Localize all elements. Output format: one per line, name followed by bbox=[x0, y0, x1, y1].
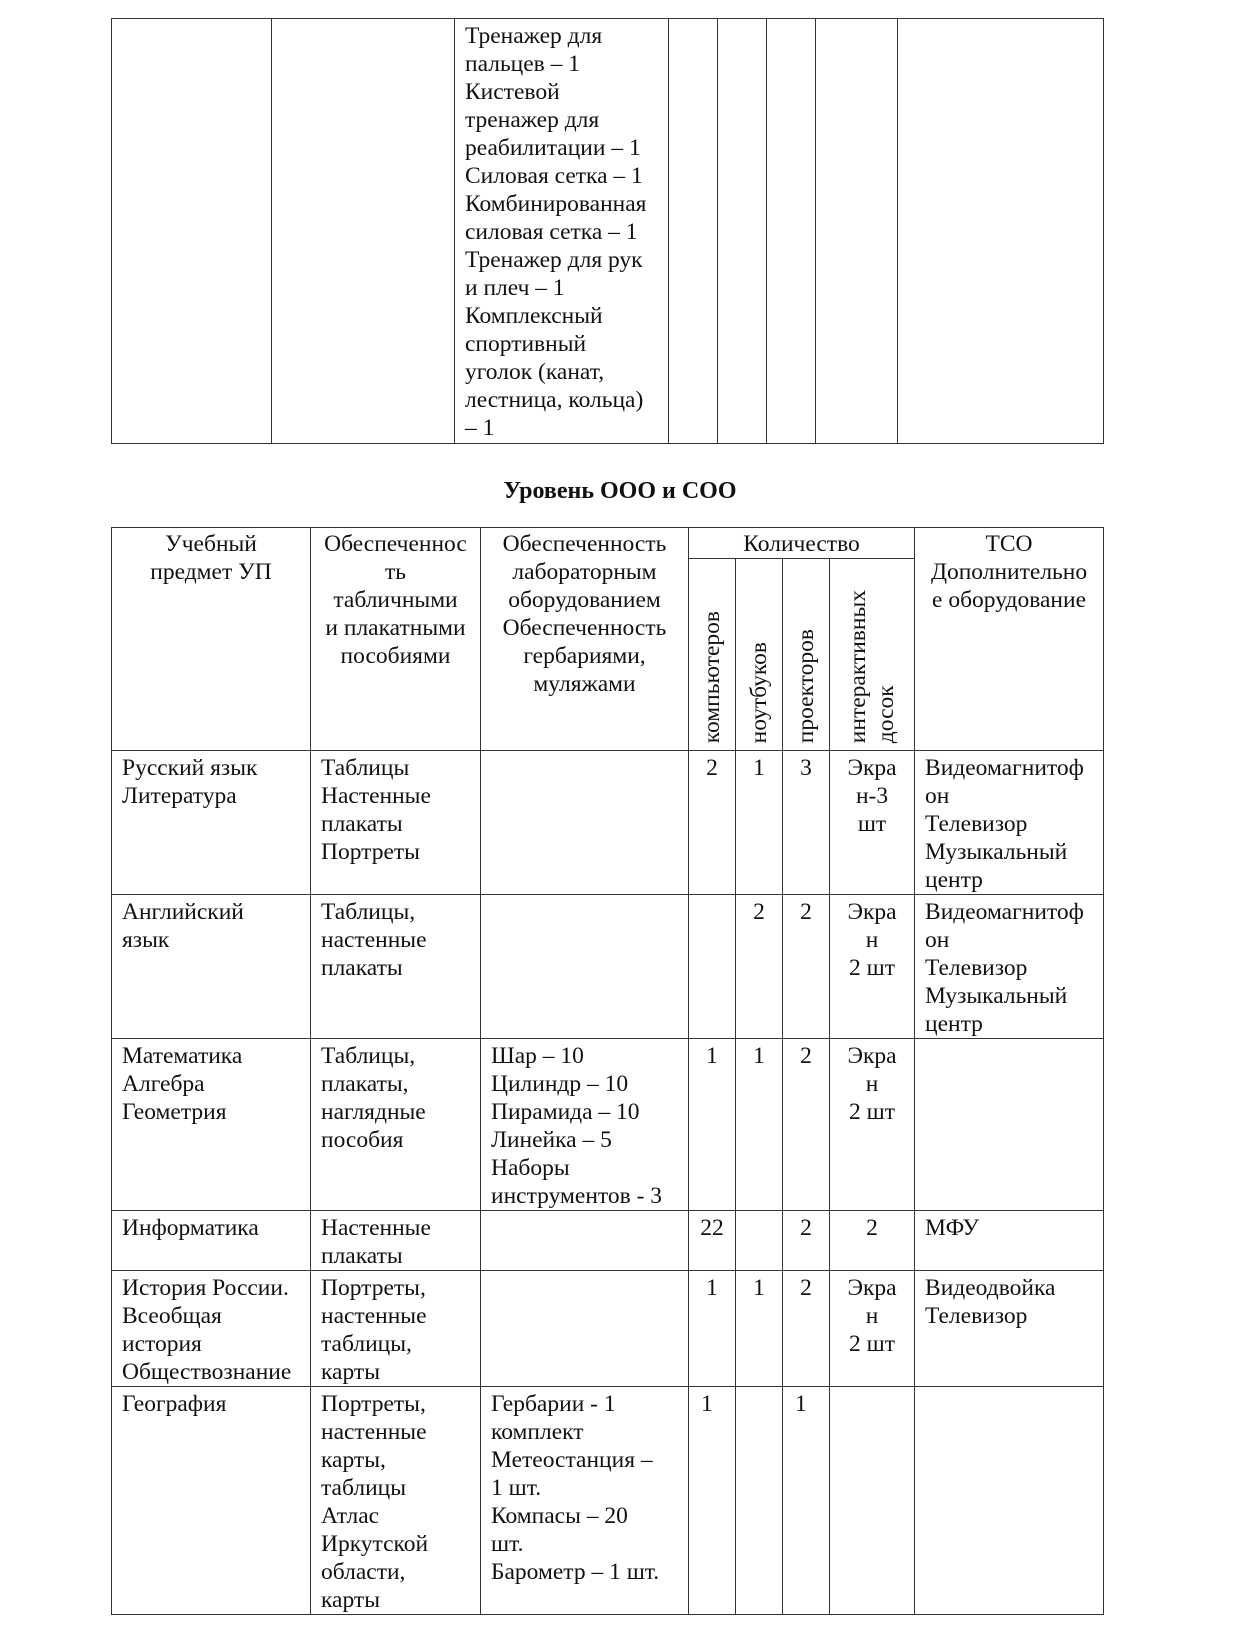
empty-cell bbox=[767, 19, 816, 444]
tso-cell: МФУ bbox=[925, 1215, 980, 1241]
boards-cell: Экра н-3 шт bbox=[847, 755, 897, 837]
section-title: Уровень ООО и СОО bbox=[503, 478, 737, 504]
computers-cell: 2 bbox=[706, 755, 718, 781]
laptops-cell: 1 bbox=[753, 1043, 765, 1069]
boards-cell: Экра н 2 шт bbox=[847, 1043, 897, 1125]
laptops-cell: 1 bbox=[753, 1275, 765, 1301]
header-tso: ТСО Дополнительно е оборудование bbox=[915, 528, 1104, 751]
continuation-table bbox=[111, 18, 1104, 444]
table-row bbox=[112, 895, 1104, 1039]
laptops-cell bbox=[736, 1211, 782, 1214]
subject-cell: Русский язык Литература bbox=[122, 755, 258, 809]
posters-cell: Таблицы Настенные плакаты Портреты bbox=[321, 755, 431, 865]
projectors-cell: 2 bbox=[800, 1043, 812, 1069]
equipment-cell bbox=[455, 19, 669, 444]
boards-cell: Экра н 2 шт bbox=[847, 1275, 897, 1357]
computers-cell: 1 bbox=[701, 1391, 713, 1417]
subject-cell: История России. Всеобщая история Обществознание bbox=[122, 1275, 292, 1385]
posters-cell: Таблицы, настенные плакаты bbox=[321, 899, 427, 981]
posters-cell: Портреты, настенные таблицы, карты bbox=[321, 1275, 427, 1385]
posters-cell: Портреты, настенные карты, таблицы Атлас Иркутской области, карты bbox=[321, 1391, 429, 1613]
empty-cell bbox=[898, 19, 1104, 444]
header-boards: интерактивных досок bbox=[830, 559, 915, 751]
table-row bbox=[112, 751, 1104, 895]
tso-cell: Видеомагнитоф он Телевизор Музыкальный центр bbox=[925, 755, 1084, 893]
laptops-cell bbox=[736, 1387, 782, 1390]
projectors-cell: 2 bbox=[800, 899, 812, 925]
computers-cell: 22 bbox=[700, 1215, 724, 1241]
table-row bbox=[112, 1271, 1104, 1387]
projectors-cell: 2 bbox=[800, 1275, 812, 1301]
subject-cell: Информатика bbox=[122, 1215, 259, 1241]
subject-cell: География bbox=[122, 1391, 227, 1417]
header-posters: Обеспеченнос ть табличными и плакатными пособиями bbox=[311, 528, 481, 751]
lab-cell bbox=[481, 1211, 688, 1214]
tso-cell: Видеомагнитоф он Телевизор Музыкальный центр bbox=[925, 899, 1084, 1037]
lab-cell bbox=[481, 751, 688, 754]
projectors-cell: 2 bbox=[800, 1215, 812, 1241]
computers-cell bbox=[689, 895, 735, 898]
equipment-table bbox=[111, 527, 1104, 1615]
posters-cell: Таблицы, плакаты, наглядные пособия bbox=[321, 1043, 426, 1153]
laptops-cell: 2 bbox=[753, 899, 765, 925]
boards-cell: Экра н 2 шт bbox=[847, 899, 897, 981]
computers-cell: 1 bbox=[706, 1275, 718, 1301]
boards-cell: 2 bbox=[866, 1215, 878, 1241]
laptops-cell: 1 bbox=[753, 755, 765, 781]
boards-cell bbox=[830, 1387, 914, 1390]
header-quantity: Количество bbox=[689, 528, 915, 559]
header-projectors: проекторов bbox=[783, 559, 830, 751]
empty-cell bbox=[272, 19, 455, 444]
header-lab: Обеспеченность лабораторным оборудованием Обеспеченность гербариями, муляжами bbox=[481, 528, 689, 751]
tso-cell bbox=[915, 1039, 1103, 1042]
tso-cell: Видеодвойка Телевизор bbox=[925, 1275, 1056, 1329]
continuation-row bbox=[112, 19, 1104, 444]
empty-cell bbox=[112, 19, 272, 444]
posters-cell: Настенные плакаты bbox=[321, 1215, 431, 1269]
subject-cell: Английский язык bbox=[122, 899, 244, 953]
projectors-cell: 1 bbox=[795, 1391, 807, 1417]
header-laptops: ноутбуков bbox=[736, 559, 783, 751]
header-computers: компьютеров bbox=[689, 559, 736, 751]
header-row bbox=[112, 528, 1104, 559]
empty-cell bbox=[718, 19, 767, 444]
table-row bbox=[112, 1211, 1104, 1271]
lab-cell: Гербарии - 1 комплект Метеостанция – 1 шт. Компасы – 20 шт. Барометр – 1 шт. bbox=[491, 1391, 660, 1585]
table-row bbox=[112, 1387, 1104, 1615]
table-row bbox=[112, 1039, 1104, 1211]
lab-cell bbox=[481, 895, 688, 898]
subject-cell: Математика Алгебра Геометрия bbox=[122, 1043, 243, 1125]
lab-cell bbox=[481, 1271, 688, 1274]
empty-cell bbox=[669, 19, 718, 444]
lab-cell: Шар – 10 Цилиндр – 10 Пирамида – 10 Линейка – 5 Наборы инструментов - 3 bbox=[491, 1043, 663, 1209]
computers-cell: 1 bbox=[706, 1043, 718, 1069]
header-subject: Учебный предмет УП bbox=[112, 528, 311, 751]
tso-cell bbox=[915, 1387, 1103, 1390]
equipment-list: Тренажер для пальцев – 1 Кистевой тренажер для реабилитации – 1 Силовая сетка – 1 Комбинированная силовая сетка – 1 Тренажер для рук и плеч – 1 Комплексный спортивный уголок (канат, лестница, кольца) – 1 bbox=[465, 23, 647, 441]
projectors-cell: 3 bbox=[800, 755, 812, 781]
empty-cell bbox=[816, 19, 898, 444]
